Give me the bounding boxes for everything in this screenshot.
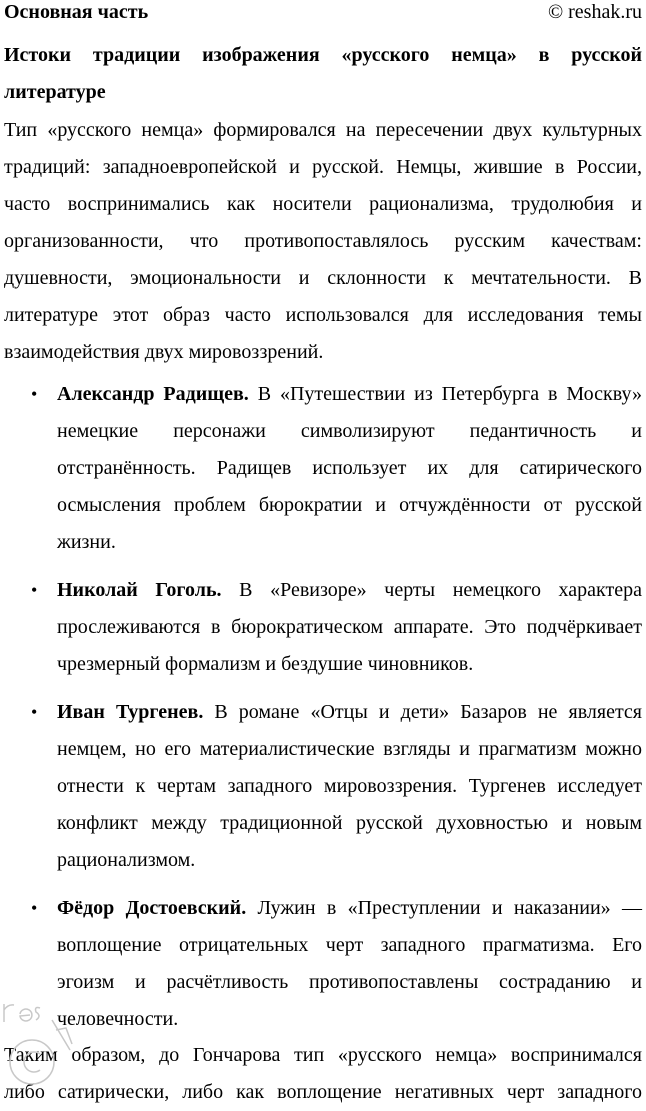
item-text: Лужин в «Преступлении и наказании» —	[246, 897, 642, 919]
text-line: традиций: западноевропейской и русской. Немцы, жившие в России,	[4, 156, 642, 178]
bullet-icon: •	[31, 898, 38, 918]
bullet-icon: •	[31, 384, 38, 404]
text-line: человечности.	[57, 1008, 179, 1030]
list-item	[0, 572, 642, 683]
author-name: Николай Гоголь.	[57, 579, 222, 601]
item-text: В «Ревизоре» черты немецкого характера	[221, 579, 642, 601]
text-line: душевности, эмоциональности и склонности к мечтательности. В	[4, 267, 642, 289]
bullet-icon: •	[31, 702, 38, 722]
heading-line: Истоки традиции изображения «русского немца» в русской	[4, 44, 642, 66]
intro-paragraph	[4, 112, 642, 371]
text-line: либо сатирически, либо как воплощение негативных черт западного	[4, 1081, 642, 1103]
copyright-label: © reshak.ru	[547, 1, 642, 23]
text-line: эгоизм и расчётливость противопоставлены состраданию и	[57, 971, 642, 993]
section-heading	[4, 37, 642, 111]
text-line: часто воспринимались как носители рационализма, трудолюбия и	[4, 193, 642, 215]
text-line	[57, 376, 642, 413]
list-item	[0, 376, 642, 561]
text-line: рационализмом.	[57, 849, 196, 871]
text-line: немцем, но его материалистические взгляды и прагматизм можно	[57, 738, 642, 760]
text-line: воплощение отрицательных черт западного прагматизма. Его	[57, 934, 642, 956]
list-item	[0, 694, 642, 879]
text-line: литературе этот образ часто использовался для исследования темы	[4, 304, 642, 326]
bullet-icon: •	[31, 580, 38, 600]
text-line: прослеживаются в бюрократическом аппарате. Это подчёркивает	[57, 616, 642, 638]
text-line: осмысления проблем бюрократии и отчуждённости от русской	[57, 494, 642, 516]
section-label: Основная часть	[4, 1, 149, 23]
text-line: Таким образом, до Гончарова тип «русского немца» воспринимался	[4, 1044, 642, 1066]
text-line: жизни.	[57, 531, 116, 553]
author-name: Александр Радищев.	[57, 383, 249, 405]
text-line: чрезмерный формализм и бездушие чиновников.	[57, 653, 474, 675]
item-text: В романе «Отцы и дети» Базаров не является	[203, 701, 643, 723]
text-line	[57, 694, 642, 731]
text-line	[57, 572, 642, 609]
text-line: отнести к чертам западного мировоззрения. Тургенев исследует	[57, 775, 642, 797]
text-line: взаимодействия двух мировоззрений.	[4, 341, 324, 363]
list-item	[0, 890, 642, 1038]
item-text: В «Путешествии из Петербурга в Москву»	[248, 383, 642, 405]
heading-line: литературе	[4, 81, 106, 103]
author-name: Фёдор Достоевский.	[57, 897, 247, 919]
text-line: Тип «русского немца» формировался на пересечении двух культурных	[4, 119, 642, 141]
text-line	[57, 890, 642, 927]
text-line: организованности, что противопоставлялось русским качествам:	[4, 230, 642, 252]
authors-list	[0, 376, 642, 1049]
text-line: немецкие персонажи символизируют педантичность и	[57, 420, 642, 442]
page-header	[4, 0, 642, 26]
author-name: Иван Тургенев.	[57, 701, 204, 723]
text-line: отстранённость. Радищев использует их для сатирического	[57, 457, 642, 479]
text-line: конфликт между традиционной русской духовностью и новым	[57, 812, 642, 834]
